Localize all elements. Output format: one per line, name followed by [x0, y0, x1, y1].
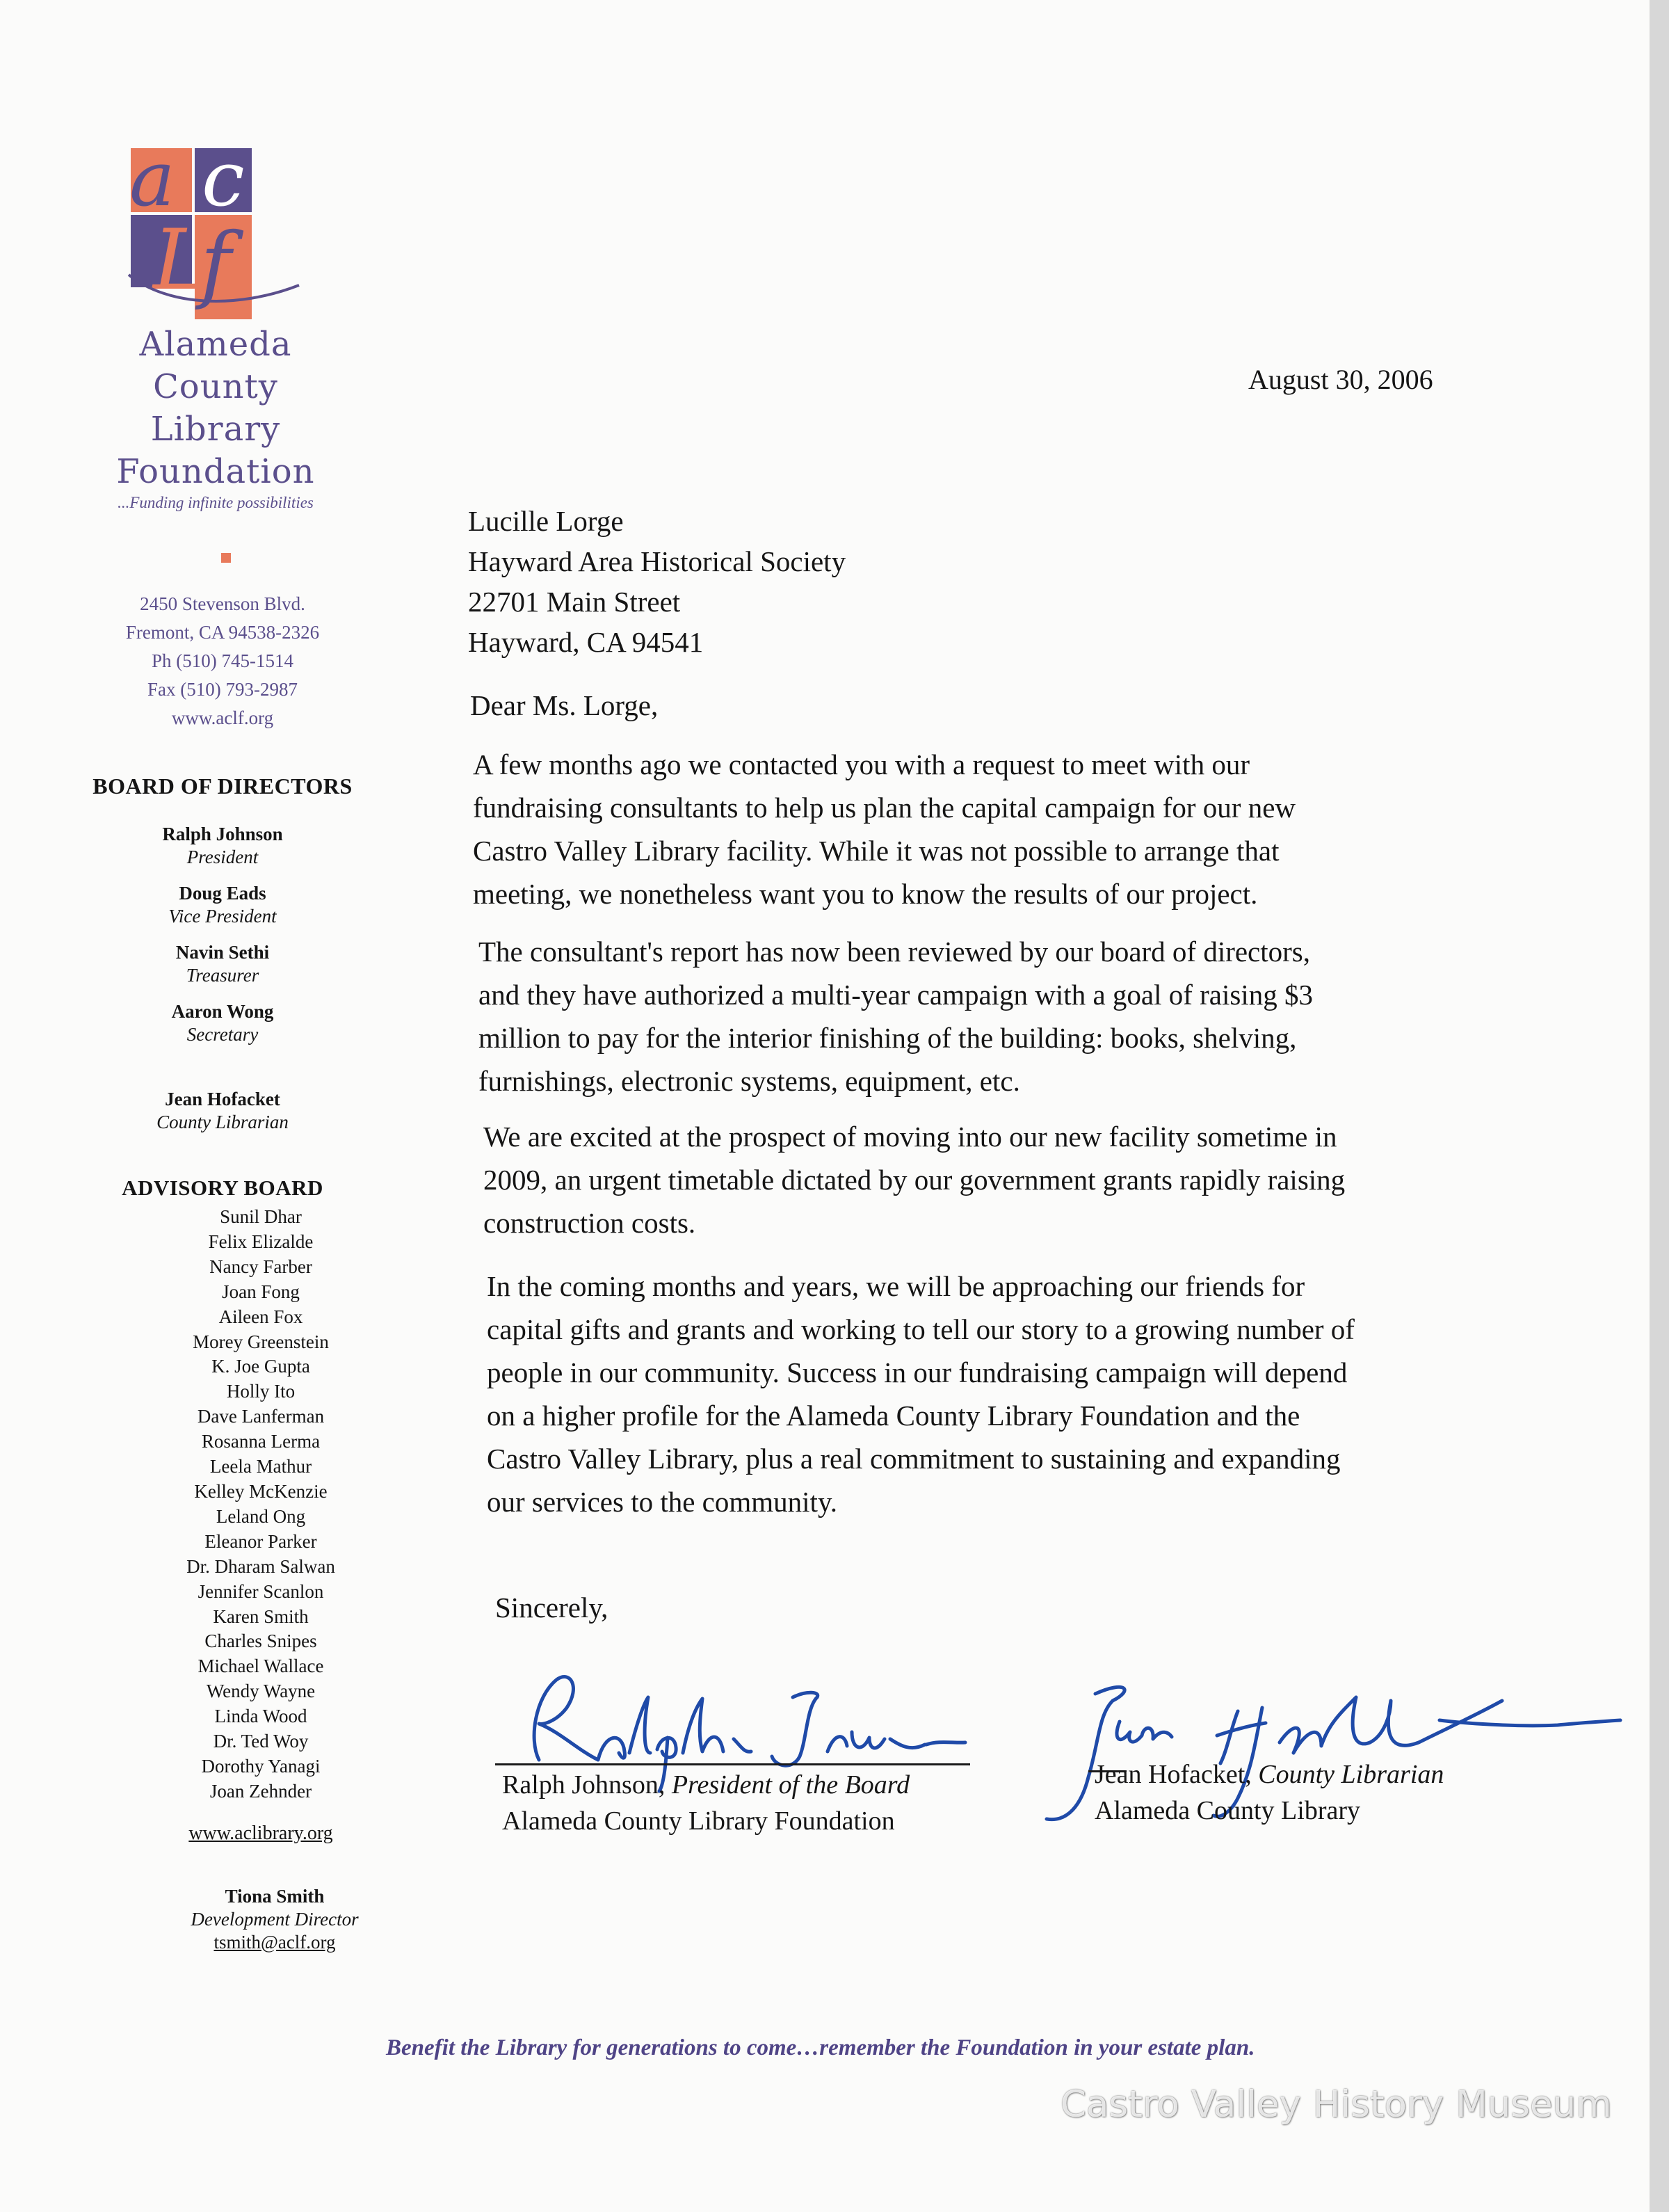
- recipient-line: Hayward Area Historical Society: [468, 545, 846, 577]
- text-line: our services to the community.: [487, 1486, 838, 1518]
- board-member: [76, 941, 369, 987]
- closing: Sincerely,: [495, 1592, 608, 1624]
- text-line: A few months ago we contacted you with a request to meet with our: [473, 748, 1250, 780]
- bullet-square-icon: [221, 553, 231, 563]
- text-line: meeting, we nonetheless want you to know the results of our project.: [473, 878, 1258, 910]
- recipient-line: 22701 Main Street: [468, 586, 681, 618]
- member-role: County Librarian: [156, 1112, 289, 1132]
- text-line: fundraising consultants to help us plan the capital campaign for our new: [473, 792, 1296, 824]
- org-name: [83, 323, 348, 493]
- advisory-member: Wendy Wayne: [206, 1681, 316, 1702]
- org-name-line: County: [153, 367, 278, 406]
- paragraph-1: [473, 743, 1296, 915]
- text-line: and they have authorized a multi-year campaign with a goal of raising $3: [478, 979, 1313, 1011]
- library-website: [115, 1822, 407, 1845]
- salutation: Dear Ms. Lorge,: [470, 689, 659, 721]
- recipient-line: Lucille Lorge: [468, 505, 624, 537]
- board-member: [76, 823, 369, 869]
- signatory-name: Ralph Johnson,: [502, 1770, 666, 1800]
- advisory-member: Holly Ito: [226, 1381, 296, 1402]
- address-line: Fax (510) 793-2987: [147, 679, 298, 700]
- address-line: Fremont, CA 94538-2326: [125, 622, 320, 643]
- county-librarian: [76, 1088, 369, 1134]
- letter-date: August 30, 2006: [1248, 364, 1433, 395]
- advisory-member: Sunil Dhar: [220, 1206, 302, 1227]
- recipient-address: [468, 501, 846, 662]
- signatory-name: Jean Hofacket,: [1095, 1760, 1252, 1789]
- board-member: [76, 1000, 369, 1046]
- member-role: Vice President: [168, 906, 277, 927]
- advisory-member: Leela Mathur: [209, 1456, 312, 1477]
- paragraph-2: [478, 930, 1313, 1103]
- advisory-member: K. Joe Gupta: [211, 1356, 310, 1377]
- member-role: President: [186, 847, 259, 867]
- paragraph-4: [487, 1265, 1355, 1523]
- staff-email-link[interactable]: tsmith@aclf.org: [213, 1932, 336, 1953]
- signatory-org: Alameda County Library: [1095, 1796, 1361, 1825]
- foundation-address: [76, 590, 369, 732]
- text-line: furnishings, electronic systems, equipment, etc.: [478, 1065, 1020, 1097]
- board-of-directors: [63, 774, 382, 799]
- board-member: [76, 882, 369, 928]
- advisory-member: Dave Lanferman: [197, 1406, 325, 1427]
- paragraph-3: [483, 1115, 1345, 1244]
- staff-role: Development Director: [191, 1909, 359, 1930]
- recipient-line: Hayward, CA 94541: [468, 626, 704, 658]
- advisory-member: Charles Snipes: [204, 1630, 317, 1652]
- text-line: We are excited at the prospect of moving into our new facility sometime in: [483, 1121, 1337, 1153]
- board-heading: BOARD OF DIRECTORS: [92, 774, 353, 799]
- advisory-member: Jennifer Scanlon: [197, 1580, 324, 1602]
- footer-tagline: Benefit the Library for generations to come…remember the Foundation in your estate plan.: [386, 2035, 1255, 2060]
- staff-name: Tiona Smith: [225, 1886, 325, 1907]
- signature-line: [495, 1763, 970, 1765]
- text-line: capital gifts and grants and working to tell our story to a growing number of: [487, 1313, 1355, 1345]
- address-line: Ph (510) 745-1514: [152, 650, 293, 671]
- website-link[interactable]: www.aclf.org: [171, 707, 274, 728]
- advisory-board: [76, 1176, 369, 1201]
- svg-text:f: f: [200, 216, 232, 312]
- text-line: on a higher profile for the Alameda County Library Foundation and the: [487, 1400, 1300, 1432]
- text-line: The consultant's report has now been reviewed by our board of directors,: [478, 936, 1311, 968]
- svg-text:c: c: [202, 136, 245, 223]
- member-role: Treasurer: [186, 965, 259, 986]
- tagline: ...Funding infinite possibilities: [118, 494, 314, 511]
- text-line: people in our community. Success in our fundraising campaign will depend: [487, 1356, 1348, 1388]
- org-name-line: Library: [150, 410, 281, 449]
- advisory-member: Felix Elizalde: [208, 1231, 314, 1252]
- aclf-logo: [125, 136, 306, 323]
- development-director: [122, 1885, 428, 1954]
- org-name-line: Alameda: [139, 325, 292, 364]
- advisory-member: Eleanor Parker: [204, 1530, 317, 1552]
- advisory-members: [122, 1205, 400, 1804]
- member-name: Navin Sethi: [175, 942, 270, 963]
- text-line: construction costs.: [483, 1207, 696, 1239]
- svg-text:a: a: [129, 136, 175, 223]
- advisory-member: Karen Smith: [213, 1605, 309, 1627]
- text-line: million to pay for the interior finishing of the building: books, shelving,: [478, 1022, 1297, 1054]
- signatory-org: Alameda County Library Foundation: [502, 1806, 895, 1836]
- address-line: 2450 Stevenson Blvd.: [140, 593, 305, 614]
- svg-text:L: L: [153, 212, 209, 309]
- advisory-member: Linda Wood: [214, 1706, 307, 1727]
- advisory-member: Rosanna Lerma: [201, 1431, 321, 1452]
- signatory-1: [502, 1767, 910, 1839]
- text-line: In the coming months and years, we will be approaching our friends for: [487, 1270, 1305, 1302]
- advisory-member: Morey Greenstein: [193, 1331, 329, 1352]
- advisory-member: Dr. Ted Woy: [213, 1731, 309, 1752]
- library-website-link[interactable]: www.aclibrary.org: [188, 1822, 333, 1844]
- advisory-member: Michael Wallace: [197, 1656, 324, 1677]
- text-line: Castro Valley Library, plus a real commitment to sustaining and expanding: [487, 1443, 1341, 1475]
- page-edge: [1650, 0, 1669, 2212]
- advisory-member: Joan Zehnder: [209, 1780, 312, 1802]
- advisory-member: Nancy Farber: [209, 1256, 312, 1277]
- advisory-member: Leland Ong: [216, 1505, 306, 1527]
- org-name-line: Foundation: [116, 452, 315, 491]
- signatory-title: President of the Board: [671, 1770, 910, 1800]
- signatory-title: County Librarian: [1258, 1760, 1444, 1789]
- text-line: 2009, an urgent timetable dictated by our government grants rapidly raising: [483, 1164, 1346, 1196]
- member-name: Ralph Johnson: [162, 824, 283, 844]
- member-name: Jean Hofacket: [165, 1089, 280, 1109]
- member-name: Doug Eads: [179, 883, 266, 904]
- advisory-member: Dorothy Yanagi: [201, 1755, 321, 1777]
- signatory-2: [1095, 1756, 1444, 1829]
- advisory-heading: ADVISORY BOARD: [122, 1176, 323, 1200]
- museum-watermark: Castro Valley History Museum: [1061, 2083, 1612, 2126]
- text-line: Castro Valley Library facility. While it was not possible to arrange that: [473, 835, 1280, 867]
- advisory-member: Aileen Fox: [218, 1306, 303, 1327]
- advisory-member: Joan Fong: [222, 1281, 300, 1302]
- member-role: Secretary: [186, 1024, 259, 1045]
- advisory-member: Dr. Dharam Salwan: [186, 1555, 335, 1577]
- member-name: Aaron Wong: [171, 1001, 274, 1022]
- advisory-member: Kelley McKenzie: [194, 1480, 328, 1502]
